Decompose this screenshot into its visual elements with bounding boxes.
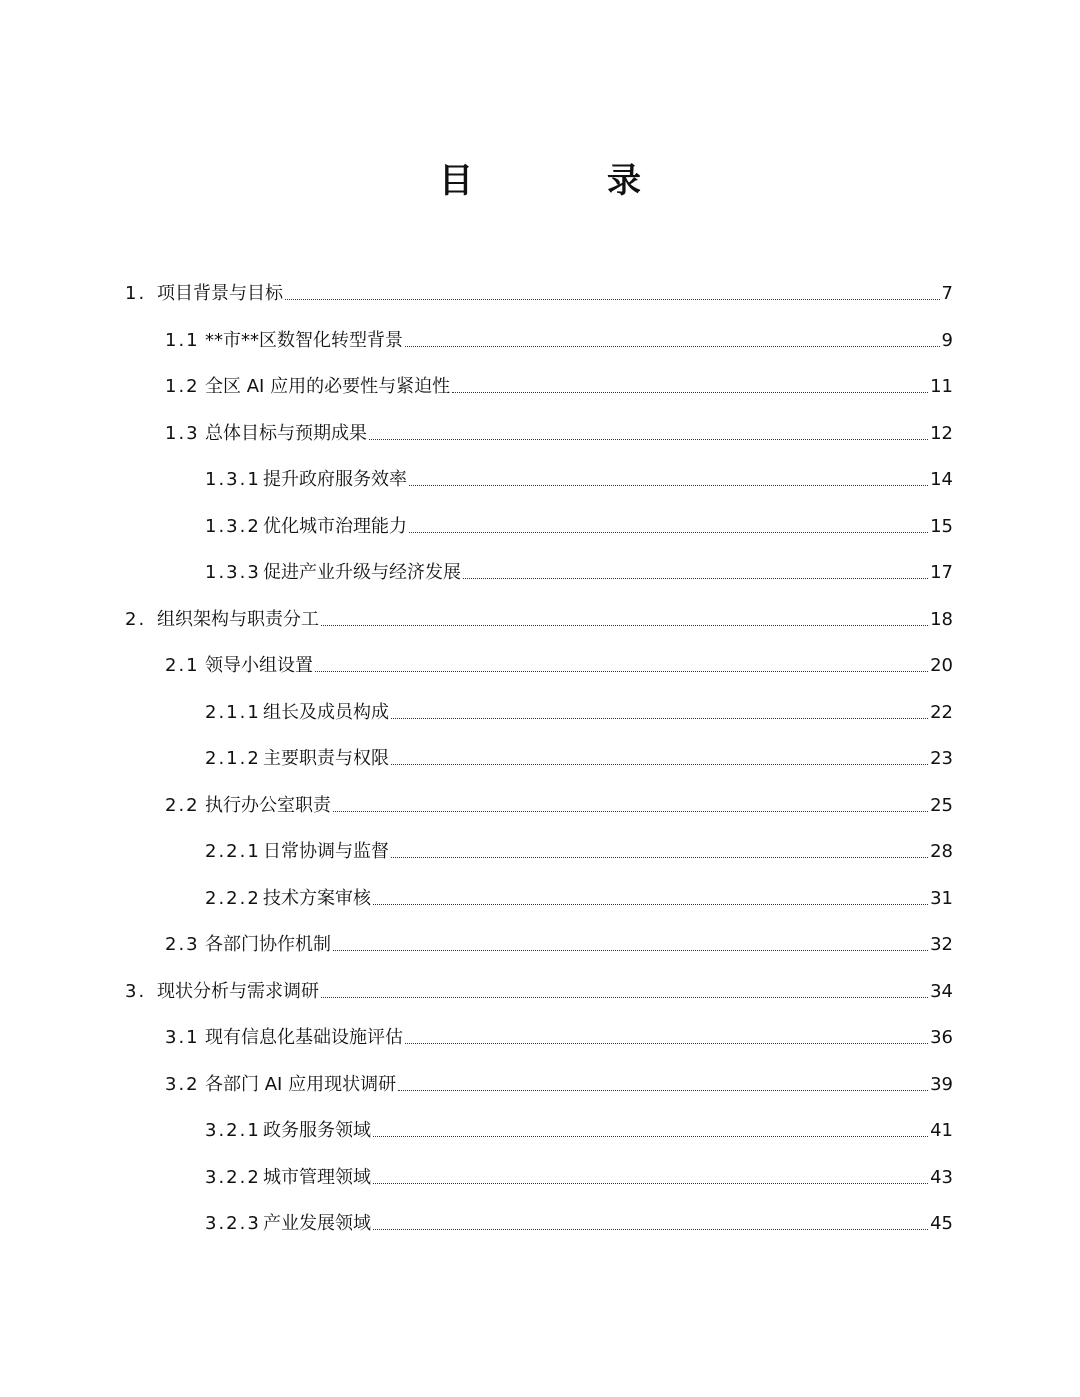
toc-entry[interactable]: [205, 1144, 953, 1190]
toc-entry[interactable]: [125, 260, 953, 306]
dot-leader: [333, 811, 928, 812]
toc-entry-number: 2.1.1: [205, 701, 261, 723]
toc-entry[interactable]: [205, 818, 953, 864]
toc-entry-title: 全区 AI 应用的必要性与紧迫性: [205, 376, 451, 397]
toc-entry-page: 20: [930, 655, 953, 676]
toc-entry-title: 各部门 AI 应用现状调研: [205, 1073, 397, 1095]
toc-entry[interactable]: [165, 911, 953, 957]
toc-entry-page: 23: [930, 748, 953, 769]
dot-leader: [409, 485, 928, 486]
dot-leader: [373, 1136, 928, 1137]
dot-leader: [452, 392, 928, 393]
toc-entry[interactable]: [165, 307, 953, 353]
toc-entry-title: 优化城市治理能力: [263, 515, 407, 537]
toc-entry-number: 2.2.1: [205, 841, 261, 862]
dot-leader: [333, 950, 928, 951]
toc-entry-page: 36: [930, 1027, 953, 1048]
toc-entry-number: 3.2.1: [205, 1120, 261, 1141]
toc-entry[interactable]: [205, 493, 953, 539]
toc-entry[interactable]: [125, 586, 953, 632]
toc-entry-title: 技术方案审核: [263, 887, 371, 909]
toc-entry-page: 22: [930, 701, 953, 723]
toc-entry-page: 28: [930, 841, 953, 862]
toc-entry-page: 12: [930, 422, 953, 444]
dot-leader: [315, 671, 928, 672]
dot-leader: [321, 997, 928, 998]
toc-entry-number: 2.1: [165, 655, 200, 676]
toc-entry-number: 1.3.1: [205, 469, 261, 490]
dot-leader: [391, 857, 928, 858]
toc-entry-title: 组长及成员构成: [263, 701, 389, 723]
toc-entry-page: 25: [930, 794, 953, 816]
dot-leader: [463, 578, 928, 579]
toc-entry-number: 2.3: [165, 934, 200, 955]
toc-entry-number: 3.: [125, 980, 147, 1002]
toc-entry-title: 提升政府服务效率: [263, 469, 407, 490]
toc-entry-title: 组织架构与职责分工: [157, 608, 319, 630]
toc-entry-title: 政务服务领域: [263, 1120, 371, 1141]
toc-entry-page: 18: [930, 608, 953, 630]
toc-entry[interactable]: [205, 539, 953, 585]
dot-leader: [285, 299, 940, 300]
toc-entry-number: 1.3.3: [205, 562, 261, 583]
dot-leader: [373, 1183, 928, 1184]
toc-entry-title: 主要职责与权限: [263, 748, 389, 769]
toc-entry[interactable]: [205, 1097, 953, 1143]
toc-entry-page: 9: [941, 329, 953, 351]
toc-entry-page: 41: [930, 1120, 953, 1141]
toc-entry-page: 39: [930, 1073, 953, 1095]
toc-entry-number: 3.2: [165, 1073, 200, 1095]
toc-entry[interactable]: [125, 958, 953, 1004]
dot-leader: [405, 1043, 928, 1044]
toc-entry-number: 2.2: [165, 794, 200, 816]
toc-entry[interactable]: [165, 1051, 953, 1097]
toc-entry-title: 执行办公室职责: [205, 794, 331, 816]
toc-entry-page: 17: [930, 562, 953, 583]
toc-entry-number: 3.1: [165, 1027, 200, 1048]
dot-leader: [391, 764, 928, 765]
dot-leader: [391, 718, 928, 719]
dot-leader: [321, 625, 928, 626]
toc-entry[interactable]: [205, 865, 953, 911]
toc-entry-title: 项目背景与目标: [157, 283, 283, 304]
toc-entry-title: 现状分析与需求调研: [157, 980, 319, 1002]
dot-leader: [373, 1229, 928, 1230]
dot-leader: [373, 904, 928, 905]
toc-entry[interactable]: [205, 725, 953, 771]
toc-entry-number: 1.3: [165, 422, 200, 444]
toc-entry-title: 产业发展领域: [263, 1213, 371, 1234]
toc-entry[interactable]: [165, 632, 953, 678]
toc-entry[interactable]: [165, 1004, 953, 1050]
dot-leader: [409, 532, 928, 533]
dot-leader: [398, 1090, 928, 1091]
toc-entry-title: 城市管理领域: [263, 1166, 371, 1188]
toc-entry-page: 7: [941, 283, 953, 304]
toc-entry[interactable]: [205, 1190, 953, 1236]
toc-entry[interactable]: [205, 446, 953, 492]
toc-entry-page: 15: [930, 515, 953, 537]
toc-entry-title: 领导小组设置: [205, 655, 313, 676]
toc-entry-page: 11: [930, 376, 953, 397]
toc-entry-title: 各部门协作机制: [205, 934, 331, 955]
toc-entry-title: **市**区数智化转型背景: [205, 329, 403, 351]
toc-entry-number: 1.2: [165, 376, 200, 397]
toc-entry-number: 3.2.2: [205, 1166, 261, 1188]
toc-entry-number: 1.1: [165, 329, 200, 351]
page-title: 目 录: [439, 161, 691, 201]
toc-entry-number: 3.2.3: [205, 1213, 261, 1234]
toc-entry-number: 2.1.2: [205, 748, 261, 769]
toc-entry[interactable]: [165, 772, 953, 818]
toc-entry-title: 日常协调与监督: [263, 841, 389, 862]
toc-entry-page: 31: [930, 887, 953, 909]
toc-entry-page: 45: [930, 1213, 953, 1234]
toc-entry-page: 34: [930, 980, 953, 1002]
toc-entry-number: 2.2.2: [205, 887, 261, 909]
toc-entry[interactable]: [205, 679, 953, 725]
toc-entry-page: 14: [930, 469, 953, 490]
toc-entry-page: 43: [930, 1166, 953, 1188]
toc-entry-number: 2.: [125, 608, 147, 630]
toc-entry-number: 1.3.2: [205, 515, 261, 537]
toc-entry[interactable]: [165, 353, 953, 399]
toc-entry-title: 总体目标与预期成果: [205, 422, 367, 444]
toc-entry[interactable]: [165, 400, 953, 446]
dot-leader: [369, 439, 928, 440]
toc-entry-title: 促进产业升级与经济发展: [263, 562, 461, 583]
toc-entry-number: 1.: [125, 283, 147, 304]
dot-leader: [405, 346, 940, 347]
toc-entry-title: 现有信息化基础设施评估: [205, 1027, 403, 1048]
toc-entry-page: 32: [930, 934, 953, 955]
